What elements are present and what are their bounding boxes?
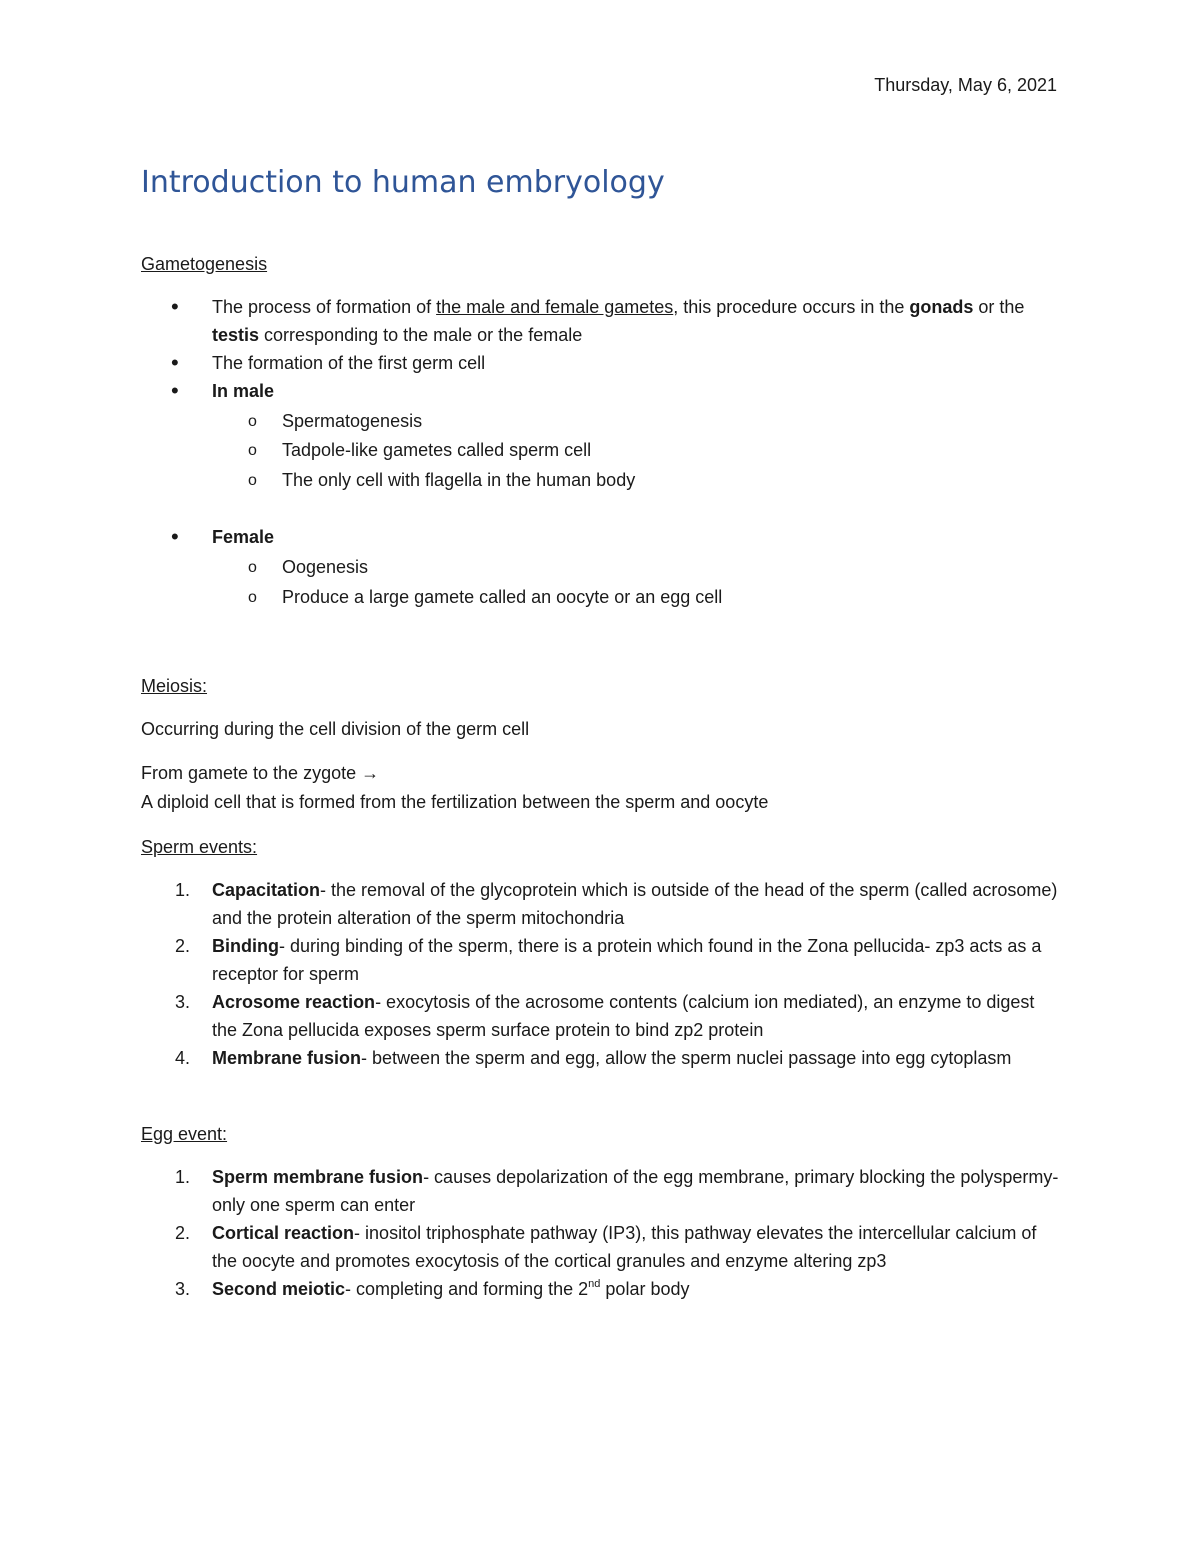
document-title: Introduction to human embryology <box>141 165 665 200</box>
sub-list-item: o The only cell with flagella in the human body <box>141 466 1061 494</box>
female-list <box>141 523 1061 551</box>
gametogenesis-list <box>141 293 1061 405</box>
sperm-events-heading: Sperm events: <box>141 837 258 857</box>
key-term: testis <box>212 325 260 345</box>
key-term: Acrosome reaction <box>212 992 376 1012</box>
list-item: • The formation of the first germ cell <box>141 349 1061 377</box>
sub-list-item: o Spermatogenesis <box>141 407 1061 435</box>
egg-event-heading: Egg event: <box>141 1124 228 1144</box>
numbered-item: 3. Acrosome reaction- exocytosis of the acrosome contents (calcium ion mediated), an enzyme to digest the Zona pellucida exposes sperm surface protein to bind zp2 protein <box>175 992 1035 1040</box>
document-date: Thursday, May 6, 2021 <box>874 75 1057 95</box>
numbered-item: 3. Second meiotic- completing and forming the 2nd polar body <box>175 1278 690 1299</box>
key-term: Binding <box>212 936 279 956</box>
paragraph: A diploid cell that is formed from the fertilization between the sperm and oocyte <box>141 792 769 812</box>
numbered-item: 4. Membrane fusion- between the sperm and egg, allow the sperm nuclei passage into egg cytoplasm <box>175 1048 1012 1068</box>
male-sublist <box>141 407 1061 494</box>
key-term: Membrane fusion <box>212 1048 362 1068</box>
paragraph: Occurring during the cell division of the germ cell <box>141 719 530 739</box>
numbered-item: 2. Cortical reaction- inositol triphosphate pathway (IP3), this pathway elevates the intercellular calcium of the oocyte and promotes exocytosis of the cortical granules and enzyme altering zp3 <box>175 1223 1037 1271</box>
sub-list-item: o Oogenesis <box>141 553 1061 581</box>
list-item: • The process of formation of the male and female gametes, this procedure occurs in the gonads or the testis corresponding to the male or the female <box>141 293 1061 349</box>
superscript: nd <box>588 1278 601 1290</box>
numbered-item: 1. Capacitation- the removal of the glycoprotein which is outside of the head of the sperm (called acrosome) and the protein alteration of the sperm mitochondria <box>175 880 1058 928</box>
female-sublist <box>141 553 1061 611</box>
paragraph: From gamete to the zygote → <box>141 763 380 783</box>
sperm-events-list <box>141 876 1061 1072</box>
sub-list-item: o Produce a large gamete called an oocyte or an egg cell <box>141 583 1061 611</box>
list-item: • Female <box>141 523 1061 551</box>
gametogenesis-heading: Gametogenesis <box>141 254 268 274</box>
underlined-term: the male and female gametes <box>436 297 674 317</box>
key-term: Second meiotic <box>212 1279 346 1299</box>
egg-events-list <box>141 1163 1061 1303</box>
key-term: Capacitation <box>212 880 321 900</box>
key-term: Sperm membrane fusion <box>212 1167 424 1187</box>
list-item: • In male <box>141 377 1061 405</box>
numbered-item: 1. Sperm membrane fusion- causes depolarization of the egg membrane, primary blocking the polyspermy- only one sperm can enter <box>175 1167 1059 1215</box>
key-term: gonads <box>909 297 974 317</box>
meiosis-heading: Meiosis: <box>141 676 208 696</box>
key-term: Cortical reaction <box>212 1223 355 1243</box>
numbered-item: 2. Binding- during binding of the sperm, there is a protein which found in the Zona pellucida- zp3 acts as a receptor for sperm <box>175 936 1042 984</box>
sub-list-item: o Tadpole-like gametes called sperm cell <box>141 436 1061 464</box>
